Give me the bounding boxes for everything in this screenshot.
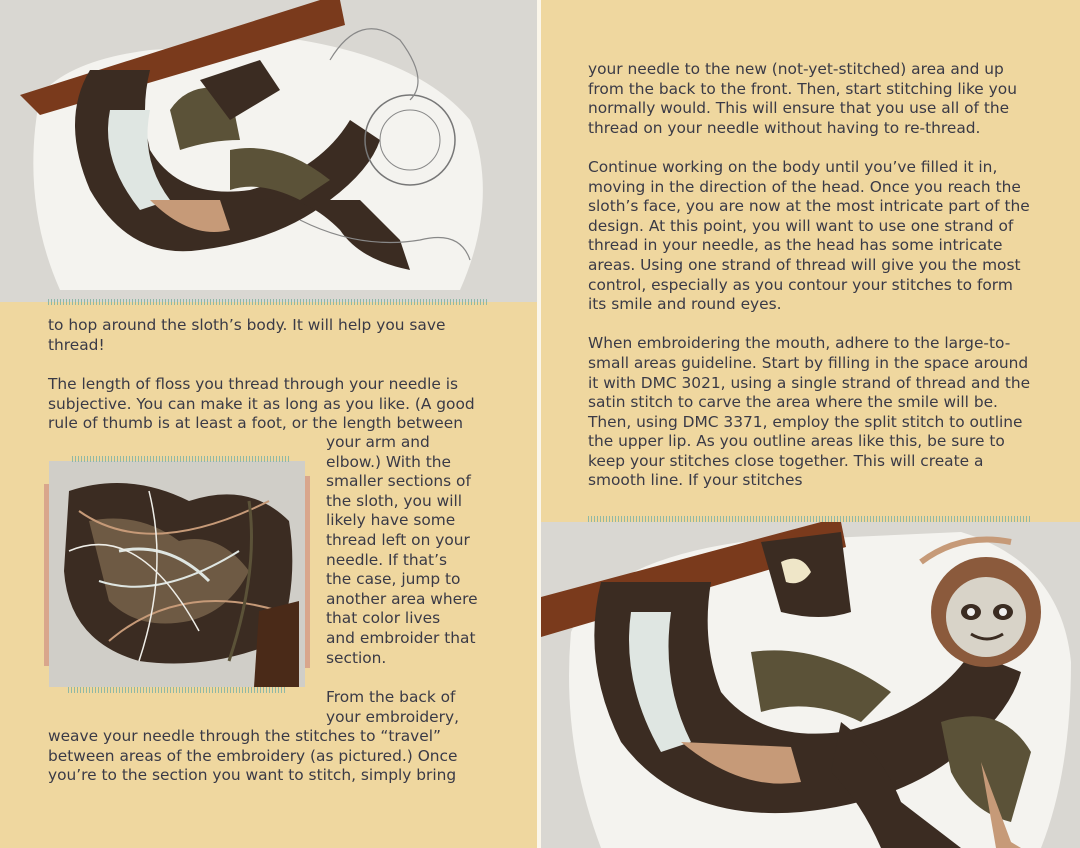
text-line: the case, jump to bbox=[326, 570, 461, 589]
left-para-2-full bbox=[48, 375, 518, 434]
text-line: your embroidery, bbox=[326, 707, 459, 726]
text-line: another area where bbox=[326, 589, 478, 608]
text-line: elbow.) With the bbox=[326, 452, 451, 471]
decorative-side-bar bbox=[44, 484, 49, 666]
text-line: weave your needle through the stitches to “travel” bbox=[48, 727, 441, 745]
text-line: likely have some bbox=[326, 511, 456, 530]
paragraph: to hop around the sloth’s body. It will help you save thread! bbox=[48, 316, 446, 354]
text-line: you’re to the section you want to stitch, simply bring bbox=[48, 766, 457, 785]
sloth-finished-embroidery-photo bbox=[541, 522, 1080, 848]
decorative-stripe bbox=[68, 687, 286, 693]
thread-tangle-photo bbox=[49, 461, 305, 687]
paragraph: When embroidering the mouth, adhere to the large-to-small areas guideline. Start by filling in the space around it with DMC 3021, using a single strand of thread and the satin stitch to carve the area where the smile will be. Then, using DMC 3371, employ the split stitch to outline the upper lip. As you outline areas like this, be sure to keep your stitches close together. This will create a smooth line. If your stitches bbox=[588, 334, 1031, 490]
text-line: From the back of bbox=[326, 688, 456, 706]
right-page bbox=[541, 0, 1080, 848]
text-line: section. bbox=[326, 648, 387, 667]
text-line: subjective. You can make it as long as you like. (A good bbox=[48, 394, 475, 413]
right-text-column bbox=[588, 60, 1036, 491]
left-para-3-wrapped bbox=[326, 688, 526, 727]
text-line: thread left on your bbox=[326, 530, 470, 549]
sloth-partial-embroidery-photo bbox=[0, 0, 537, 302]
text-line: needle. If that’s bbox=[326, 550, 448, 569]
text-line: The length of floss you thread through your needle is bbox=[48, 375, 459, 393]
left-page bbox=[0, 0, 537, 848]
text-line: rule of thumb is at least a foot, or the length between bbox=[48, 414, 463, 433]
decorative-stripe bbox=[72, 456, 290, 462]
decorative-stripe bbox=[48, 299, 488, 305]
paragraph: your needle to the new (not-yet-stitched) area and up from the back to the front. Then, start stitching like you normally would. This will ensure that you use all of the thread on your needle without having to re-thread. bbox=[588, 60, 1017, 137]
left-para-1 bbox=[48, 316, 488, 355]
left-para-3-full bbox=[48, 727, 518, 786]
text-line: smaller sections of bbox=[326, 472, 471, 491]
text-line: your arm and bbox=[326, 433, 430, 451]
decorative-side-bar bbox=[305, 476, 310, 668]
text-line: the sloth, you will bbox=[326, 491, 463, 510]
text-line: that color lives bbox=[326, 609, 441, 628]
left-para-2-wrapped bbox=[326, 433, 526, 668]
text-line: and embroider that bbox=[326, 628, 476, 647]
paragraph: Continue working on the body until you’ve filled it in, moving in the direction of the head. Once you reach the sloth’s face, you are now at the most intricate part of the design. At this point, you will want to use one strand of thread in your needle, as the head has some intricate areas. Using one strand of thread will give you the most control, especially as you contour your stitches to form its smile and round eyes. bbox=[588, 157, 1030, 314]
text-line: between areas of the embroidery (as pictured.) Once bbox=[48, 746, 458, 765]
